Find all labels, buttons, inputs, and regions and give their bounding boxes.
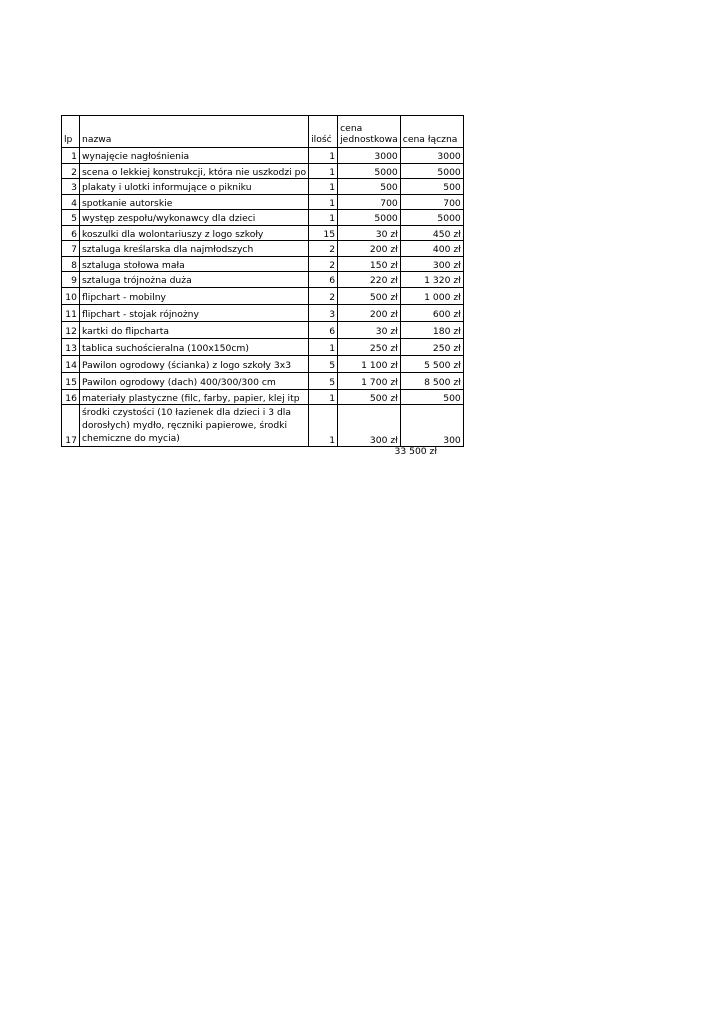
cell-laczna: 300 zł [400, 256, 463, 272]
cell-nazwa: scena o lekkiej konstrukcji, która nie uszkodzi po [80, 163, 309, 179]
cell-ilosc: 1 [309, 179, 338, 195]
table-row [62, 225, 464, 241]
cell-laczna: 300 [400, 405, 463, 447]
cell-lp: 1 [62, 148, 80, 164]
cell-ilosc: 6 [309, 272, 338, 288]
table-row [62, 163, 464, 179]
cell-nazwa: materiały plastyczne (filc, farby, papier, klej itp [80, 389, 309, 405]
cell-lp: 5 [62, 210, 80, 226]
table-row [62, 304, 464, 321]
cell-cena: 500 zł [338, 389, 401, 405]
cell-ilosc: 1 [309, 210, 338, 226]
cell-ilosc: 6 [309, 321, 338, 338]
cell-ilosc: 15 [309, 225, 338, 241]
header-ilosc: ilość [309, 116, 338, 148]
cell-cena: 5000 [338, 210, 401, 226]
cell-ilosc: 5 [309, 372, 338, 389]
cell-ilosc: 1 [309, 163, 338, 179]
cell-nazwa: kartki do flipcharta [80, 321, 309, 338]
cell-nazwa: środki czystości (10 łazienek dla dzieci i 3 dla dorosłych) mydło, ręczniki papierowe, środki chemiczne do mycia) [80, 405, 309, 447]
cell-lp: 9 [62, 272, 80, 288]
table-row [62, 272, 464, 288]
cell-nazwa: wynajęcie nagłośnienia [80, 148, 309, 164]
cell-lp: 13 [62, 338, 80, 355]
cell-cena: 200 zł [338, 241, 401, 257]
table-row [62, 321, 464, 338]
cell-nazwa: Pawilon ogrodowy (ścianka) z logo szkoły 3x3 [80, 355, 309, 372]
cell-laczna: 180 zł [400, 321, 463, 338]
cell-cena: 1 700 zł [338, 372, 401, 389]
cell-cena: 250 zł [338, 338, 401, 355]
cell-ilosc: 1 [309, 148, 338, 164]
cell-lp: 3 [62, 179, 80, 195]
cell-lp: 15 [62, 372, 80, 389]
cell-nazwa: występ zespołu/wykonawcy dla dzieci [80, 210, 309, 226]
cell-cena: 3000 [338, 148, 401, 164]
cell-laczna: 5 500 zł [400, 355, 463, 372]
cell-lp: 2 [62, 163, 80, 179]
table-row [62, 148, 464, 164]
header-row [62, 116, 464, 148]
cell-nazwa: sztaluga stołowa mała [80, 256, 309, 272]
cell-laczna: 5000 [400, 163, 463, 179]
cell-ilosc: 2 [309, 256, 338, 272]
table-row [62, 372, 464, 389]
cell-nazwa: sztaluga kreślarska dla najmłodszych [80, 241, 309, 257]
cell-lp: 17 [62, 405, 80, 447]
table-row [62, 179, 464, 195]
cell-ilosc: 2 [309, 241, 338, 257]
cell-ilosc: 1 [309, 405, 338, 447]
cell-cena: 30 zł [338, 321, 401, 338]
cell-cena: 700 [338, 194, 401, 210]
cell-laczna: 3000 [400, 148, 463, 164]
cell-laczna: 1 000 zł [400, 287, 463, 304]
cell-cena: 500 zł [338, 287, 401, 304]
cell-lp: 16 [62, 389, 80, 405]
cell-laczna: 400 zł [400, 241, 463, 257]
header-cena-laczna: cena łączna [400, 116, 463, 148]
cell-laczna: 500 [400, 179, 463, 195]
cell-nazwa: spotkanie autorskie [80, 194, 309, 210]
cell-lp: 14 [62, 355, 80, 372]
cell-nazwa: plakaty i ulotki informujące o pikniku [80, 179, 309, 195]
cell-laczna: 450 zł [400, 225, 463, 241]
cell-laczna: 250 zł [400, 338, 463, 355]
grand-total: 33 500 zł [394, 446, 437, 457]
table-row [62, 210, 464, 226]
header-cena-jednostkowa: cena jednostkowa [338, 116, 401, 148]
cell-lp: 8 [62, 256, 80, 272]
table-row [62, 287, 464, 304]
cell-ilosc: 1 [309, 194, 338, 210]
cell-nazwa: tablica suchościeralna (100x150cm) [80, 338, 309, 355]
cell-cena: 200 zł [338, 304, 401, 321]
cell-cena: 300 zł [338, 405, 401, 447]
cell-laczna: 5000 [400, 210, 463, 226]
cell-nazwa: Pawilon ogrodowy (dach) 400/300/300 cm [80, 372, 309, 389]
cell-ilosc: 5 [309, 355, 338, 372]
cell-nazwa: koszulki dla wolontariuszy z logo szkoły [80, 225, 309, 241]
cell-laczna: 600 zł [400, 304, 463, 321]
cell-lp: 4 [62, 194, 80, 210]
header-lp: lp [62, 116, 80, 148]
cell-lp: 6 [62, 225, 80, 241]
cell-nazwa: sztaluga trójnożna duża [80, 272, 309, 288]
cell-lp: 12 [62, 321, 80, 338]
table-row [62, 256, 464, 272]
table-row [62, 194, 464, 210]
cost-table [61, 115, 464, 447]
cell-ilosc: 1 [309, 338, 338, 355]
table-row [62, 355, 464, 372]
cell-laczna: 8 500 zł [400, 372, 463, 389]
cell-lp: 10 [62, 287, 80, 304]
header-nazwa: nazwa [80, 116, 309, 148]
cell-cena: 5000 [338, 163, 401, 179]
cell-nazwa: flipchart - mobilny [80, 287, 309, 304]
cell-laczna: 500 [400, 389, 463, 405]
cell-lp: 7 [62, 241, 80, 257]
table-row [62, 338, 464, 355]
cell-cena: 500 [338, 179, 401, 195]
cell-nazwa: flipchart - stojak rójnożny [80, 304, 309, 321]
cell-ilosc: 1 [309, 389, 338, 405]
cell-ilosc: 2 [309, 287, 338, 304]
cell-cena: 30 zł [338, 225, 401, 241]
cell-laczna: 700 [400, 194, 463, 210]
table-row [62, 241, 464, 257]
cell-laczna: 1 320 zł [400, 272, 463, 288]
cell-cena: 150 zł [338, 256, 401, 272]
cell-lp: 11 [62, 304, 80, 321]
cell-ilosc: 3 [309, 304, 338, 321]
cell-cena: 220 zł [338, 272, 401, 288]
table-row [62, 389, 464, 405]
cell-cena: 1 100 zł [338, 355, 401, 372]
table-row [62, 405, 464, 447]
